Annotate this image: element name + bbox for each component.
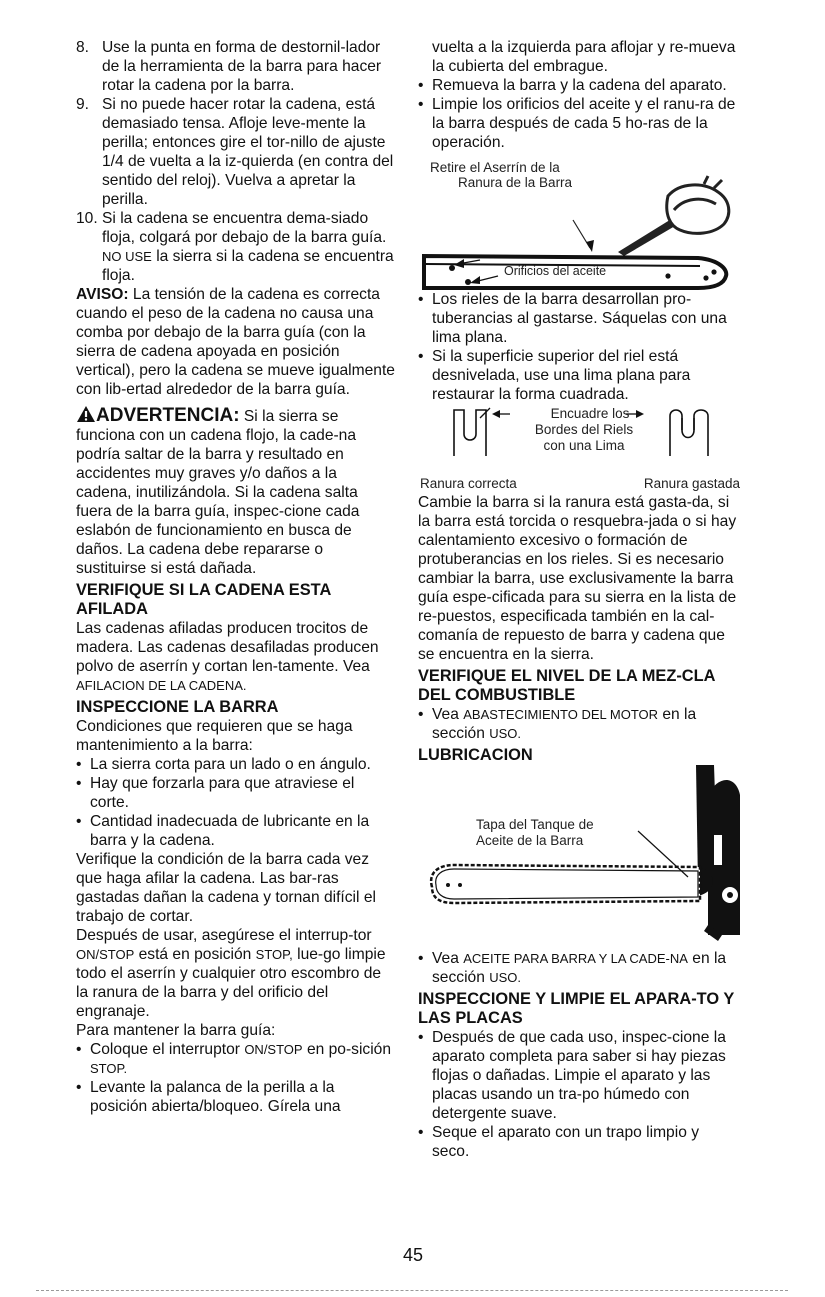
mantener-paragraph: Para mantener la barra guía: xyxy=(76,1022,276,1039)
paragraph-text: Las cadenas afiladas producen trocitos de madera. Las cadenas desafiladas producen polvo de aserrín y cortan len-tamente. Vea xyxy=(76,620,379,675)
list-item xyxy=(418,76,740,95)
verifique-condicion-paragraph: Verifique la condición de la barra cada vez que haga afilar la cadena. Las bar-ras gastadas dañan la cadena y tornan difícil el trabajo de cortar. xyxy=(76,851,376,925)
small-caps-term: USO. xyxy=(489,726,522,741)
section-heading: VERIFIQUE SI LA CADENA ESTA AFILADA xyxy=(76,581,331,618)
list-item xyxy=(418,95,740,152)
aviso-text: La tensión de la cadena es correcta cuando el peso de la cadena no causa una comba por debajo de la barra guía (con la sierra de cadena apoyada en posición vertical), pero la cadena se mueve igualmente con lib-ertad alrededor de la barra guía. xyxy=(76,286,395,398)
list-item-text: Los rieles de la barra desarrollan pro-tuberancias al gastarse. Sáquelas con una lima plana. xyxy=(432,291,727,346)
advertencia-paragraph xyxy=(76,405,396,578)
vuelta-continuation: vuelta a la izquierda para aflojar y re-mueva la cubierta del embrague. xyxy=(432,39,736,75)
list-item-text xyxy=(90,1040,396,1078)
left-column xyxy=(76,38,396,1116)
step-text xyxy=(102,209,396,285)
step-10 xyxy=(76,209,396,285)
paragraph-text: lue-go limpie todo el aserrín y cualquier otro escombro de la ranura de la barra y del orificio del engranaje. xyxy=(76,946,386,1020)
bullet: • xyxy=(418,1029,424,1046)
paragraph-text: en po-sición xyxy=(306,1041,392,1058)
list-item-text xyxy=(432,705,740,743)
figure-label: Encuadre los xyxy=(550,406,630,421)
step-text: Si no puede hacer rotar la cadena, está demasiado tensa. Afloje leve-mente la perilla; entonces gire el tor-nillo de ajuste 1/4 de vuelta a la iz-quierda (en contra del sentido del reloj). Vuelva a apretar la perilla. xyxy=(102,96,394,208)
small-caps-term: AFILACION DE LA CADENA. xyxy=(76,678,247,693)
list-item-text: Cantidad inadecuada de lubricante en la barra y la cadena. xyxy=(90,813,370,849)
paragraph-text: Vea xyxy=(432,950,459,967)
despues-paragraph xyxy=(76,926,396,1021)
cambie-paragraph: Cambie la barra si la ranura está gasta-da, si la barra está torcida o resquebra-jada o si hay calentamiento excesivo o formación de protuberancias en los rieles. Si es necesario cambiar la barra, use exclusivamente la barra guía espe-cificada para su sierra en la lista de re-puestos, especificada también en la cal-comanía de repuesto de barra y cadena que se encuentra en la sierra. xyxy=(418,494,737,663)
barra-intro: Condiciones que requieren que se haga mantenimiento a la barra: xyxy=(76,718,353,754)
list-item-text xyxy=(432,949,740,987)
paragraph-text: está en posición xyxy=(138,946,252,963)
bar-groove-figure xyxy=(418,152,740,290)
groove-caption-row xyxy=(418,474,740,493)
small-caps-term: ON/STOP xyxy=(244,1042,303,1057)
small-caps-term: NO USE xyxy=(102,249,152,264)
list-item-text: Si la superficie superior del riel está desnivelada, use una lima plana para restaurar la forma cuadrada. xyxy=(432,348,691,403)
section-heading: INSPECCIONE Y LIMPIE EL APARA-TO Y LAS PLACAS xyxy=(418,990,735,1027)
list-item xyxy=(418,949,740,987)
section-heading: LUBRICACION xyxy=(418,746,533,764)
step-number: 10. xyxy=(76,210,98,227)
right-column xyxy=(418,38,740,1161)
list-item-text: Remueva la barra y la cadena del aparato. xyxy=(432,77,727,94)
step-number: 8. xyxy=(76,39,90,56)
step-text-part: Si la cadena se encuentra dema-siado floja, colgará por debajo de la barra guía. xyxy=(102,210,387,246)
figure-label: con una Lima xyxy=(543,438,625,453)
figure-label: Orificios del aceite xyxy=(504,264,607,278)
afilada-paragraph xyxy=(76,619,396,695)
step-9 xyxy=(76,95,396,209)
list-item xyxy=(76,774,396,812)
page-bottom-rule xyxy=(36,1290,788,1291)
list-item xyxy=(76,1078,396,1116)
page-number: 45 xyxy=(402,1245,424,1265)
small-caps-term: ACEITE PARA BARRA Y LA CADE-NA xyxy=(463,951,688,966)
step-text-part: la sierra si la cadena se encuentra floja. xyxy=(102,248,394,284)
step-8 xyxy=(76,38,396,95)
bullet: • xyxy=(418,291,424,308)
section-heading: VERIFIQUE EL NIVEL DE LA MEZ-CLA DEL COMBUSTIBLE xyxy=(418,667,715,704)
oil-tank-figure xyxy=(418,765,740,949)
step-text: Use la punta en forma de destornil-lador de la herramienta de la barra para hacer rotar la cadena por la barra. xyxy=(102,39,382,94)
list-item-text: Limpie los orificios del aceite y el ranu-ra de la barra después de cada 5 ho-ras de la operación. xyxy=(432,96,736,151)
section-heading: INSPECCIONE LA BARRA xyxy=(76,698,279,716)
paragraph-text: Después de usar, asegúrese el interrup-tor xyxy=(76,927,372,944)
list-item xyxy=(418,705,740,743)
list-item xyxy=(76,812,396,850)
bullet: • xyxy=(418,77,424,94)
figure-label: Tapa del Tanque de xyxy=(476,817,594,832)
bullet: • xyxy=(418,348,424,365)
small-caps-term: ON/STOP xyxy=(76,947,135,962)
bullet: • xyxy=(76,813,82,830)
small-caps-term: STOP, xyxy=(255,947,293,962)
step-number: 9. xyxy=(76,96,90,113)
list-item-text: Hay que forzarla para que atraviese el corte. xyxy=(90,775,355,811)
figure-label: Bordes del Riels xyxy=(534,422,634,437)
list-item xyxy=(418,1123,740,1161)
small-caps-term: USO. xyxy=(489,970,522,985)
small-caps-term: STOP. xyxy=(90,1061,128,1076)
bullet: • xyxy=(418,706,424,723)
paragraph-text: Coloque el interruptor xyxy=(90,1041,240,1058)
aviso-label: AVISO: xyxy=(76,286,129,303)
figure-label: Retire el Aserrín de la xyxy=(430,160,560,175)
bullet: • xyxy=(76,756,82,773)
list-item-text: La sierra corta para un lado o en ángulo. xyxy=(90,756,371,773)
figure-label: Ranura gastada xyxy=(643,476,740,491)
figure-label: Ranura correcta xyxy=(420,476,517,491)
paragraph-text: Vea xyxy=(432,706,459,723)
bullet: • xyxy=(76,1079,82,1096)
figure-label: Ranura de la Barra xyxy=(458,175,573,190)
list-item-text: Seque el aparato con un trapo limpio y seco. xyxy=(432,1124,699,1160)
paragraph-text: en la sección xyxy=(432,706,697,742)
aviso-paragraph xyxy=(76,285,396,399)
figure-label: Aceite de la Barra xyxy=(476,833,584,848)
bullet: • xyxy=(76,1041,82,1058)
bullet: • xyxy=(76,775,82,792)
list-item xyxy=(76,1040,396,1078)
list-item xyxy=(418,290,740,347)
list-item-text: Levante la palanca de la perilla a la posición abierta/bloqueo. Gírela una xyxy=(90,1079,341,1115)
advertencia-text: Si la sierra se funciona con un cadena flojo, la cade-na podría saltar de la barra y resultado en accidentes muy graves y/o daños a la cadena, inutilizándola. Si la cadena salta fuera de la barra guía, inspec-cione cada eslabón de funcionamiento en busca de daños. La cadena debe repararse o sustituirse si está dañada. xyxy=(76,408,360,577)
warning-triangle-icon xyxy=(76,405,96,423)
list-item xyxy=(418,1028,740,1123)
saw-oil-cap-illustration xyxy=(418,765,740,949)
list-item-text: Después de que cada uso, inspec-cione la aparato completa para saber si hay piezas flojas o dañadas. Limpie el aparato y las placas usando un tra-po húmedo con detergente suave. xyxy=(432,1029,726,1122)
list-item xyxy=(76,755,396,774)
bullet: • xyxy=(418,1124,424,1141)
small-caps-term: ABASTECIMIENTO DEL MOTOR xyxy=(463,707,659,722)
bullet: • xyxy=(418,96,424,113)
rail-groove-figure xyxy=(418,404,740,474)
advertencia-label: ADVERTENCIA: xyxy=(96,405,240,426)
bullet: • xyxy=(418,950,424,967)
list-item xyxy=(418,347,740,404)
paragraph-text: en la sección xyxy=(432,950,727,986)
